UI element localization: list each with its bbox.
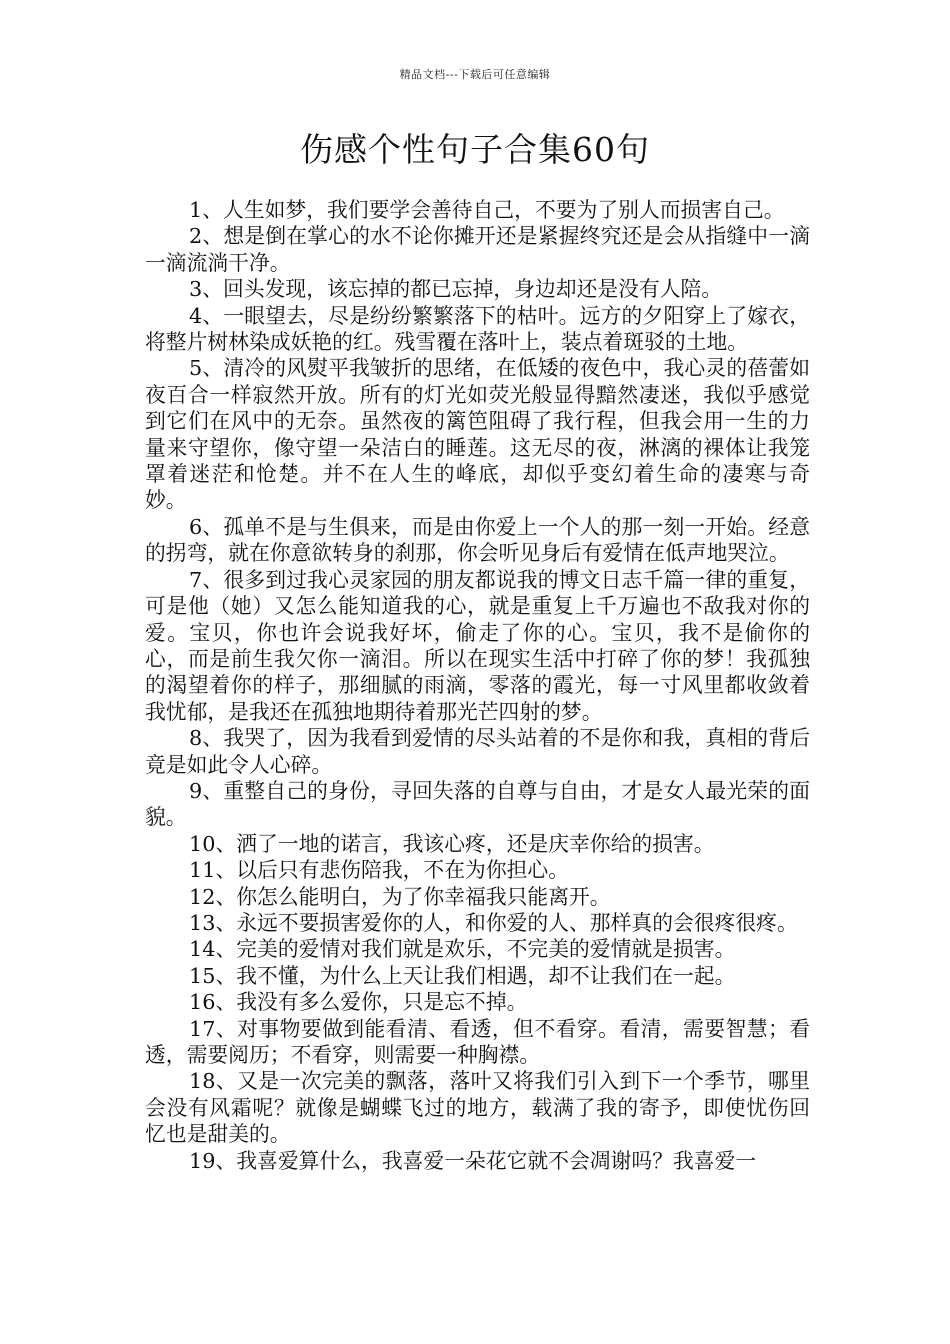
paragraph-18: 18、又是一次完美的飘落，落叶又将我们引入到下一个季节，哪里会没有风霜呢？就像是蝴蝶飞过的地方，载满了我的寄予，即使忧伤回忆也是甜美的。 — [145, 1069, 810, 1147]
document-title: 伤感个性句子合集60句 — [300, 130, 650, 169]
paragraph-8: 8、我哭了，因为我看到爱情的尽头站着的不是你和我，真相的背后竟是如此令人心碎。 — [145, 726, 810, 777]
document-body — [145, 197, 810, 1174]
paragraph-10: 10、洒了一地的诺言，我该心疼，还是庆幸你给的损害。 — [189, 831, 715, 856]
paragraph-5: 5、清冷的风熨平我皱折的思绪，在低矮的夜色中，我心灵的蓓蕾如夜百合一样寂然开放。所有的灯光如荧光般显得黯然凄迷，我似乎感觉到它们在风中的无奈。虽然夜的篱笆阻碍了我行程，但我会用一生的力量来守望你，像守望一朵洁白的睡莲。这无尽的夜，淋漓的裸体让我笼罩着迷茫和怆楚。并不在人生的峰底，却似乎变幻着生命的凄寒与奇妙。 — [145, 356, 810, 513]
paragraph-19: 19、我喜爱算什么，我喜爱一朵花它就不会凋谢吗？我喜爱一 — [189, 1148, 757, 1173]
paragraph-12: 12、你怎么能明白，为了你幸福我只能离开。 — [189, 884, 611, 909]
paragraph-14: 14、完美的爱情对我们就是欢乐，不完美的爱情就是损害。 — [189, 937, 736, 962]
paragraph-15: 15、我不懂，为什么上天让我们相遇，却不让我们在一起。 — [189, 963, 736, 988]
paragraph-17: 17、对事物要做到能看清、看透，但不看穿。看清，需要智慧；看透，需要阅历；不看穿，则需要一种胸襟。 — [145, 1016, 810, 1067]
header-note: 精品文档---下载后可任意编辑 — [399, 68, 551, 81]
paragraph-7: 7、很多到过我心灵家园的朋友都说我的博文日志千篇一律的重复，可是他（她）又怎么能知道我的心，就是重复上千万遍也不敌我对你的爱。宝贝，你也许会说我好坏，偷走了你的心。宝贝，我不是偷你的心，而是前生我欠你一滴泪。所以在现实生活中打碎了你的梦！我孤独的渴望着你的样子，那细腻的雨滴，零落的霞光，每一寸风里都收敛着我忧郁，是我还在孤独地期待着那光芒四射的梦。 — [145, 567, 810, 724]
paragraph-13: 13、永远不要损害爱你的人，和你爱的人、那样真的会很疼很疼。 — [189, 910, 798, 935]
paragraph-6: 6、孤单不是与生俱来，而是由你爱上一个人的那一刻一开始。经意的拐弯，就在你意欲转身的刹那，你会听见身后有爱情在低声地哭泣。 — [145, 514, 810, 566]
paragraph-4: 4、一眼望去，尽是纷纷繁繁落下的枯叶。远方的夕阳穿上了嫁衣，将整片树林染成妖艳的红。残雪覆在落叶上，装点着斑驳的土地。 — [145, 303, 810, 355]
paragraph-3: 3、回头发现，该忘掉的都已忘掉，身边却还是没有人陪。 — [189, 277, 723, 302]
paragraph-16: 16、我没有多么爱你，只是忘不掉。 — [189, 990, 528, 1015]
paragraph-1: 1、人生如梦，我们要学会善待自己，不要为了别人而损害自己。 — [189, 198, 785, 222]
paragraph-11: 11、以后只有悲伤陪我，不在为你担心。 — [189, 858, 570, 883]
paragraph-9: 9、重整自己的身份，寻回失落的自尊与自由，才是女人最光荣的面貌。 — [145, 778, 810, 830]
paragraph-2: 2、想是倒在掌心的水不论你摊开还是紧握终究还是会从指缝中一滴一滴流淌干净。 — [145, 224, 810, 275]
